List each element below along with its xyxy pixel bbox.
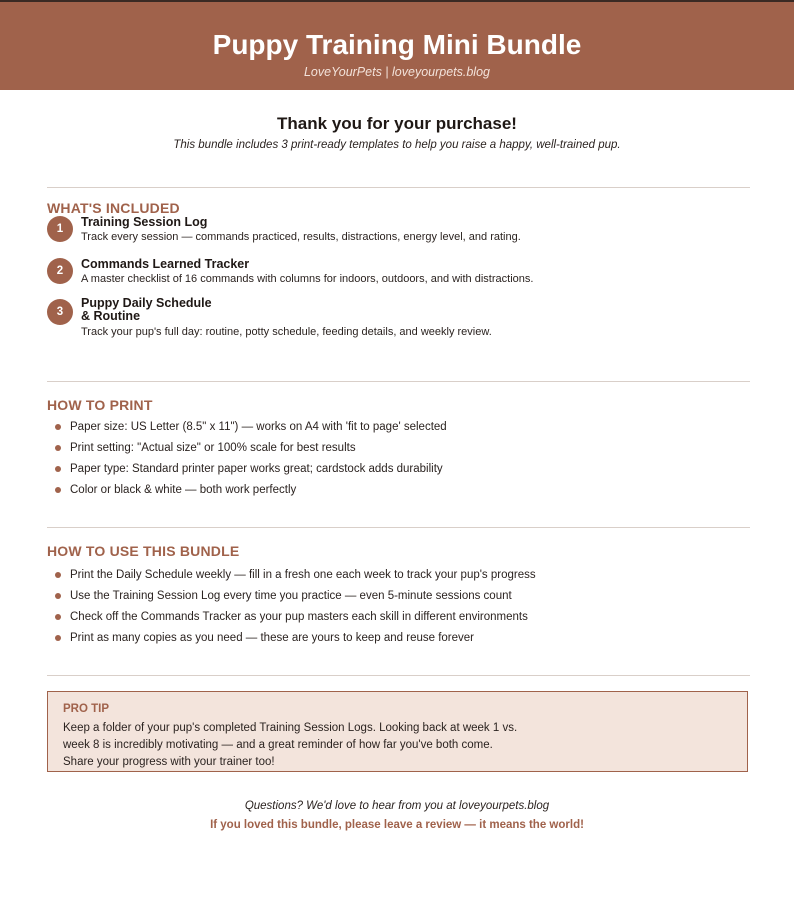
list-item [55, 567, 536, 588]
pro-tip-label: PRO TIP [63, 703, 110, 715]
brand-subtitle: LoveYourPets | loveyourpets.blog [303, 65, 490, 79]
list-item-text: Color or black & white — both work perfectly [70, 484, 297, 496]
item-description: Track every session — commands practiced, results, distractions, energy level, and rating. [81, 231, 521, 243]
list-item-text: Check off the Commands Tracker as your pup masters each skill in different environments [70, 611, 528, 623]
list-item [55, 630, 536, 651]
page-title: Puppy Training Mini Bundle [212, 29, 582, 60]
bullet-dot-icon [55, 572, 61, 578]
divider [47, 187, 750, 188]
section-title-print: HOW TO PRINT [47, 397, 153, 413]
usage-instructions-list [55, 567, 536, 651]
list-item-text: Print setting: "Actual size" or 100% scale for best results [70, 442, 356, 454]
list-item-text: Print the Daily Schedule weekly — fill in a fresh one each week to track your pup's progress [70, 569, 536, 581]
pro-tip-text: Share your progress with your trainer too! [63, 756, 275, 768]
item-description: A master checklist of 16 commands with columns for indoors, outdoors, and with distractions. [81, 273, 534, 285]
print-instructions-list [55, 419, 447, 503]
bullet-dot-icon [55, 466, 61, 472]
bullet-dot-icon [55, 424, 61, 430]
contact-note: Questions? We'd love to hear from you at loveyourpets.blog [244, 800, 550, 812]
intro-text: This bundle includes 3 print-ready templates to help you raise a happy, well-trained pup. [173, 139, 621, 151]
divider [47, 675, 750, 676]
pro-tip-text: Keep a folder of your pup's completed Training Session Logs. Looking back at week 1 vs. [63, 722, 518, 734]
bullet-dot-icon [55, 635, 61, 641]
item-title-continued: & Routine [81, 309, 141, 323]
thank-you-heading: Thank you for your purchase! [277, 114, 517, 133]
bullet-dot-icon [55, 614, 61, 620]
item-title: Training Session Log [81, 215, 208, 229]
bullet-dot-icon [55, 487, 61, 493]
number-badge: 3 [47, 299, 73, 325]
number-badge: 1 [47, 216, 73, 242]
divider [47, 381, 750, 382]
number-badge: 2 [47, 258, 73, 284]
pro-tip-box [47, 691, 748, 772]
item-description: Track your pup's full day: routine, potty schedule, feeding details, and weekly review. [81, 326, 492, 338]
list-item-text: Print as many copies as you need — these are yours to keep and reuse forever [70, 632, 474, 644]
section-title-included: WHAT'S INCLUDED [47, 200, 180, 216]
bullet-dot-icon [55, 445, 61, 451]
list-item-text: Paper size: US Letter (8.5" x 11") — works on A4 with 'fit to page' selected [70, 421, 447, 433]
divider [47, 527, 750, 528]
list-item-text: Use the Training Session Log every time you practice — even 5-minute sessions count [70, 590, 512, 602]
list-item [55, 419, 447, 440]
list-item [55, 440, 447, 461]
item-title: Commands Learned Tracker [81, 257, 250, 271]
bullet-dot-icon [55, 593, 61, 599]
pro-tip-text: week 8 is incredibly motivating — and a great reminder of how far you've both come. [63, 739, 493, 751]
header-banner [0, 2, 794, 90]
item-title: Puppy Daily Schedule [81, 296, 212, 310]
list-item [55, 609, 536, 630]
list-item [55, 588, 536, 609]
review-request: If you loved this bundle, please leave a review — it means the world! [210, 819, 584, 831]
section-title-use: HOW TO USE THIS BUNDLE [47, 543, 240, 559]
list-item-text: Paper type: Standard printer paper works great; cardstock adds durability [70, 463, 443, 475]
list-item [55, 461, 447, 482]
list-item [55, 482, 447, 503]
